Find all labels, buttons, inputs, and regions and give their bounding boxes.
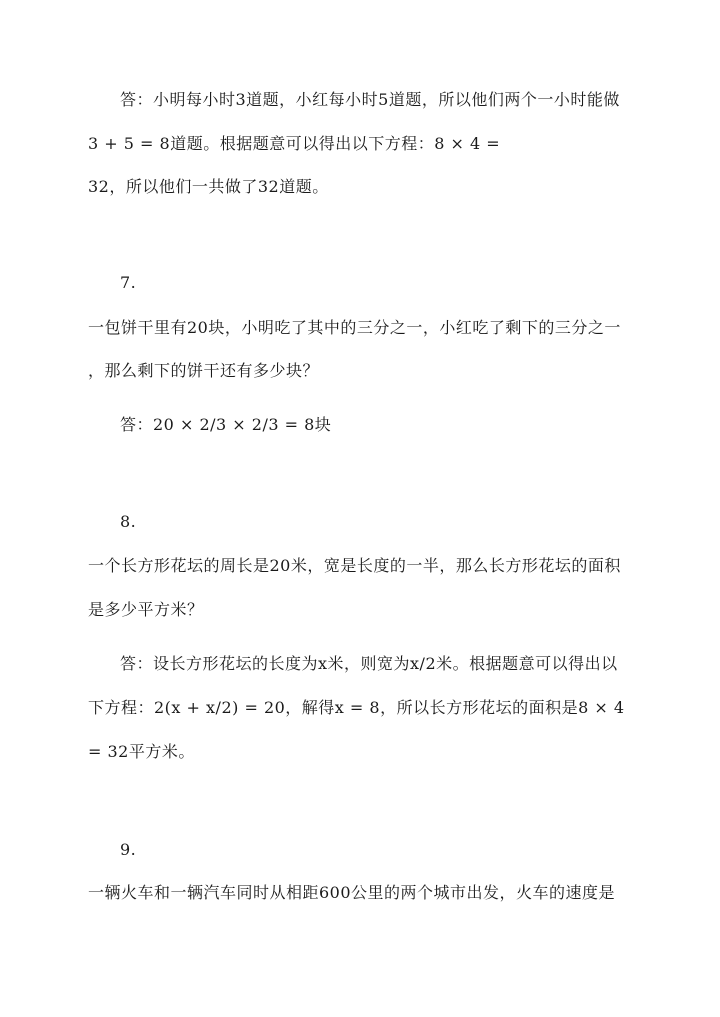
problem-7-number: 7. xyxy=(120,273,137,292)
problem-8-answer-line-3: = 32平方米。 xyxy=(88,742,195,761)
answer-6-line-2: 3 + 5 = 8道题。根据题意可以得出以下方程：8 × 4 = xyxy=(88,134,501,153)
problem-9-number: 9. xyxy=(120,840,137,859)
problem-8-question-line-1: 一个长方形花坛的周长是20米，宽是长度的一半，那么长方形花坛的面积 xyxy=(88,556,621,575)
problem-7-answer: 答：20 × 2/3 × 2/3 = 8块 xyxy=(120,415,332,434)
problem-8-number: 8. xyxy=(120,512,137,531)
answer-6-line-1: 答：小明每小时3道题，小红每小时5道题，所以他们两个一小时能做 xyxy=(120,90,620,109)
problem-7-question-line-2: ，那么剩下的饼干还有多少块？ xyxy=(88,361,320,380)
problem-9-question-line-1: 一辆火车和一辆汽车同时从相距600公里的两个城市出发，火车的速度是 xyxy=(88,883,616,902)
answer-6-line-3: 32，所以他们一共做了32道题。 xyxy=(88,177,329,196)
problem-8-question-line-2: 是多少平方米？ xyxy=(88,600,204,619)
problem-8-answer-line-1: 答：设长方形花坛的长度为x米，则宽为x/2米。根据题意可以得出以 xyxy=(120,654,618,673)
problem-8-answer-line-2: 下方程：2(x + x/2) = 20，解得x = 8，所以长方形花坛的面积是8 × 4 xyxy=(88,698,625,717)
problem-7-question-line-1: 一包饼干里有20块，小明吃了其中的三分之一，小红吃了剩下的三分之一 xyxy=(88,318,621,337)
